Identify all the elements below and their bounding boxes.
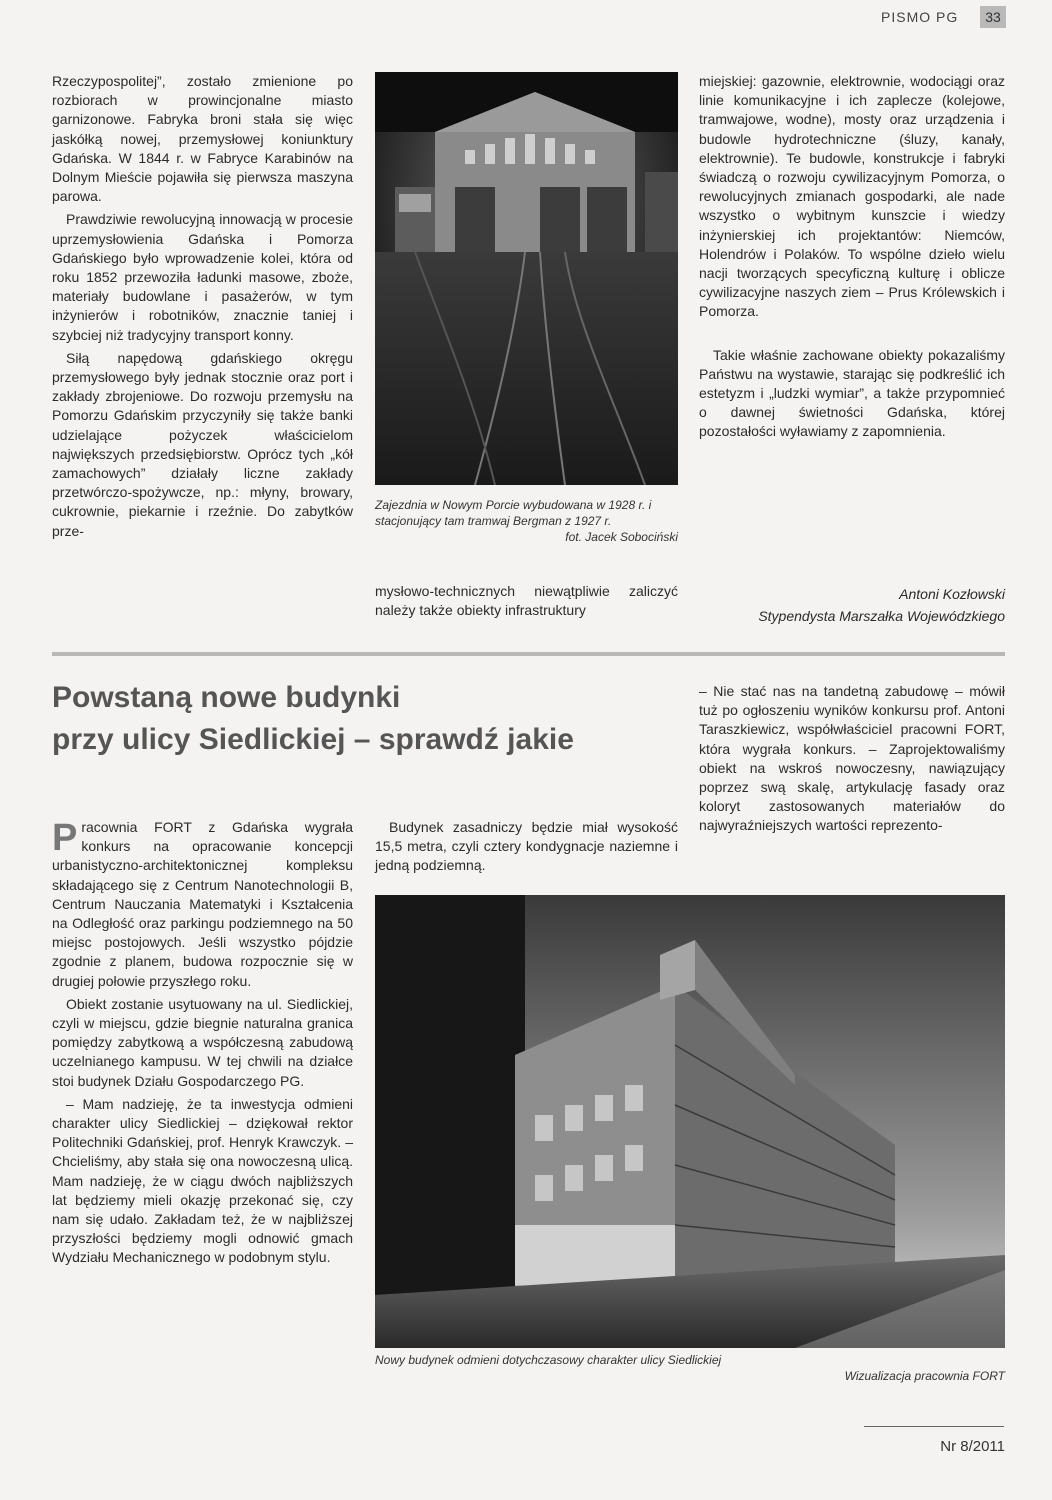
paragraph: mysłowo-technicznych niewątpliwie zaliczyć należy także obiekty infrastruktury xyxy=(375,583,678,619)
article1-column-3 xyxy=(699,72,1005,442)
page-number: 33 xyxy=(980,6,1006,28)
paragraph xyxy=(52,818,353,991)
author-name: Antoni Kozłowski xyxy=(899,586,1005,602)
paragraph-text: racownia FORT z Gdańska wygrała konkurs na opracowanie koncepcji urbanistyczno-architektonicznej kompleksu składającego się z Centrum Nanotechnologii B, Centrum Nauczania Matematyki i Kształcenia na Odległość oraz parkingu podziemnego na 50 miejsc postojowych. Jeśli wszystko pójdzie zgodnie z planem, budowa rozpocznie się w drugiej połowie przyszłego roku. xyxy=(52,819,353,989)
issue-number: Nr 8/2011 xyxy=(940,1438,1005,1455)
author-role: Stypendysta Marszałka Wojewódzkiego xyxy=(758,608,1005,624)
paragraph: – Mam nadzieję, że ta inwestycja odmieni charakter ulicy Siedlickiej – dziękował rektor Politechniki Gdańskiej, prof. Henryk Krawczyk. – Chcieliśmy, aby stała się ona nowoczesną ulicą. Mam nadzieję, że w ciągu dwóch najbliższych lat będziemy mieli okazję przekonać się, czy nam się udało. Zakładam też, że w najbliższej przyszłości będziemy mogli odnowić gmach Wydziału Mechanicznego w podobnym stylu. xyxy=(52,1095,353,1266)
article1-column-2-bottom xyxy=(375,582,678,620)
paragraph: Prawdziwie rewolucyjną innowacją w procesie uprzemysłowienia Gdańska i Pomorza Gdańskiego było wprowadzenie kolei, która od roku 1852 przewoziła ładunki masowe, zboże, materiały budowlane i pasażerów, w tym inżynierów i robotników, znacznie taniej i szybciej niż tradycyjny transport konny. xyxy=(52,211,353,343)
paragraph: – Nie stać nas na tandetną zabudowę – mówił tuż po ogłoszeniu wyników konkursu prof. Antoni Taraszkiewicz, współwłaściciel pracowni FORT, która wygrała konkurs. – Zaprojektowaliśmy obiekt na wskroś nowoczesny, nawiązujący poprzez swą skalę, artykulację fasady oraz koloryt zastosowanych materiałów do najwyraźniejszych wartości reprezento- xyxy=(699,683,1005,834)
drop-cap: P xyxy=(52,817,78,859)
paragraph: Rzeczypospolitej”, zostało zmienione po rozbiorach w prowincjonalne miasto garnizonowe. Fabryka broni stała się więc jaskółką nowej, przemysłowej koniunktury Gdańska. W 1844 r. w Fabryce Karabinów na Dolnym Mieście pojawiła się pierwsza maszyna parowa. xyxy=(52,73,353,205)
tram-depot-illustration xyxy=(375,72,678,485)
magazine-title: PISMO PG xyxy=(881,9,959,25)
paragraph: Budynek zasadniczy będzie miał wysokość 15,5 metra, czyli cztery kondygnacje naziemne i jedną podziemną. xyxy=(375,819,678,874)
footer-rule xyxy=(864,1426,1004,1427)
caption-text: Nowy budynek odmieni dotychczasowy charakter ulicy Siedlickiej xyxy=(375,1353,722,1367)
paragraph: Siłą napędową gdańskiego okręgu przemysłowego były jednak stocznie oraz port i zakłady zbrojeniowe. Do rozwoju przemysłu na Pomorzu Gdańskim przyczyniły się także banki udzielające pożyczek właścicielom największych przedsiębiorstw. Oprócz tych „kół zamachowych” działały liczne zakłady przetwórczo-spożywcze, np.: młyny, browary, cukrownie, piekarnie i rzeźnie. Do zabytków prze- xyxy=(52,349,353,539)
section-divider xyxy=(52,652,1005,656)
title-line-1: Powstaną nowe budynki xyxy=(52,681,401,714)
article2-title xyxy=(52,677,692,761)
photo-credit: fot. Jacek Sobociński xyxy=(565,530,678,544)
article1-column-1 xyxy=(52,72,353,541)
building-illustration xyxy=(375,895,1005,1348)
photo-credit: Wizualizacja pracownia FORT xyxy=(844,1369,1005,1383)
paragraph: miejskiej: gazownie, elektrownie, wodociągi oraz linie komunikacyjne i ich zaplecze (kolejowe, tramwajowe, wodne), mosty oraz urządzenia i budowle hydrotechniczne (śluzy, kanały, elektrownie). Te budowle, konstrukcje i fabryki świadczą o rozwoju cywilizacyjnym Pomorza, o rewolucyjnych zmianach gospodarki, ale nade wszystko o wybitnym kunszcie i wiedzy inżynierskiej ich projektantów: Niemców, Holendrów i Polaków. To wspólne dzieło wielu nacji tworzących specyficzną kulturę i oblicze cywilizacyjne naszych ziem – Prus Królewskich i Pomorza. xyxy=(699,73,1005,320)
tram-photo-caption xyxy=(375,497,678,545)
paragraph: Obiekt zostanie usytuowany na ul. Siedlickiej, czyli w miejscu, gdzie biegnie naturalna granica pomiędzy zabytkową a współczesną zabudową uczelnianego kampusu. W tej chwili na działce stoi budynek Działu Gospodarczego PG. xyxy=(52,995,353,1089)
article2-column-2 xyxy=(375,818,678,876)
article2-column-1 xyxy=(52,818,353,1268)
author-signature xyxy=(699,583,1005,627)
tram-depot-photo xyxy=(375,72,678,485)
paragraph: Takie właśnie zachowane obiekty pokazaliśmy Państwu na wystawie, starając się podkreślić ich estetyzm i „ludzki wymiar”, a także przypomnieć o dawnej świetności Gdańska, której pozostałości wyławiamy z zapomnienia. xyxy=(699,346,1005,440)
caption-text: Zajezdnia w Nowym Porcie wybudowana w 1928 r. i stacjonujący tam tramwaj Bergman z 1927 r. xyxy=(375,498,652,528)
article2-column-3 xyxy=(699,682,1005,836)
title-line-2: przy ulicy Siedlickiej – sprawdź jakie xyxy=(52,723,574,756)
building-visualization-photo xyxy=(375,895,1005,1348)
building-photo-caption xyxy=(375,1352,1005,1384)
